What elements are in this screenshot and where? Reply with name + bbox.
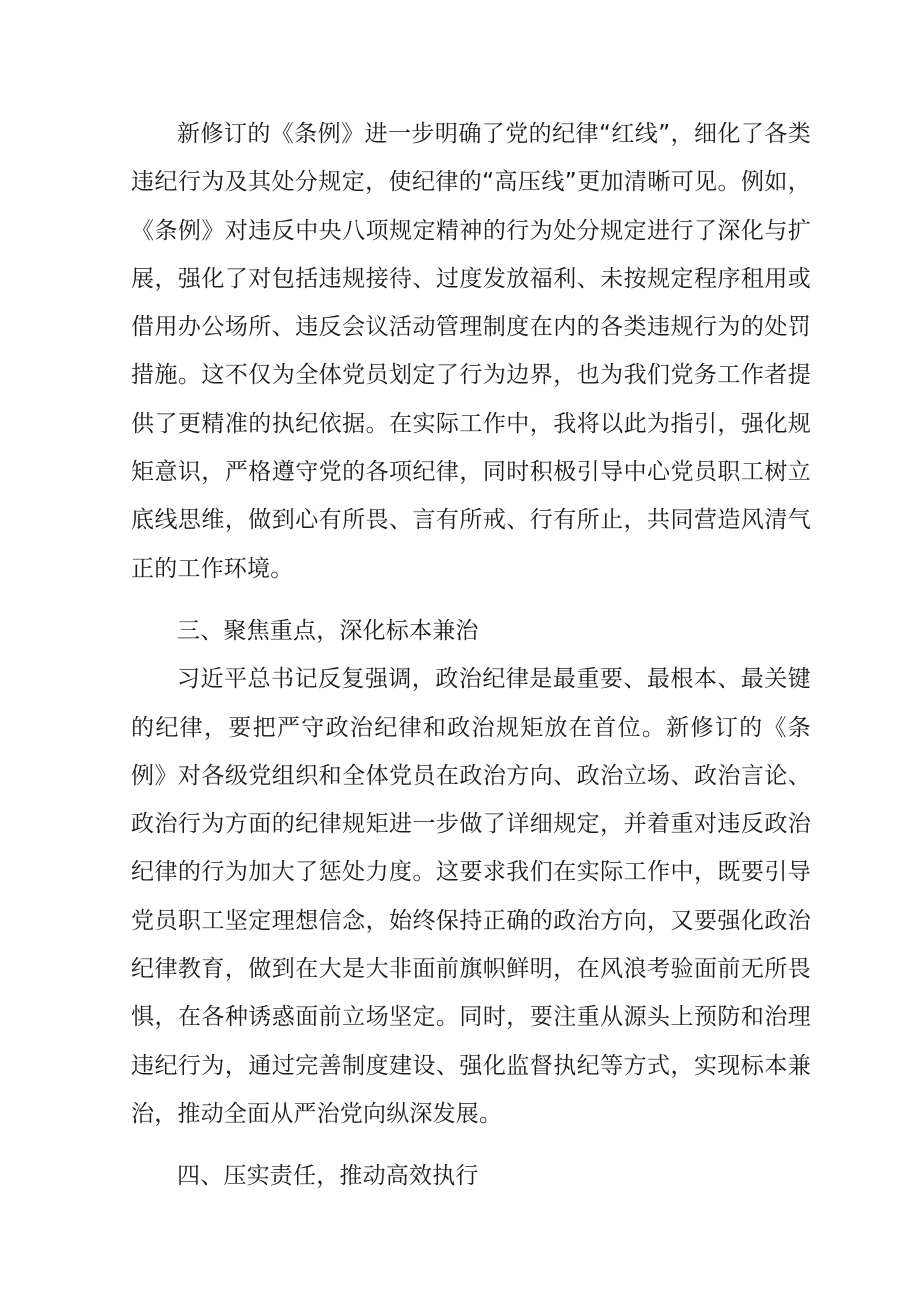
body-paragraph: 新修订的《条例》进一步明确了党的纪律“红线”，细化了各类违纪行为及其处分规定，使纪律的“高压线”更加清晰可见。例如，《条例》对违反中央八项规定精神的行为处分规定进行了深化与扩展，强化了对包括违规接待、过度发放福利、未按规定程序租用或借用办公场所、违反会议活动管理制度在内的各类违规行为的处罚措施。这不仅为全体党员划定了行为边界，也为我们党务工作者提供了更精准的执纪依据。在实际工作中，我将以此为指引，强化规矩意识，严格遵守党的各项纪律，同时积极引导中心党员职工树立底线思维，做到心有所畏、言有所戒、行有所止，共同营造风清气正的工作环境。 (131, 121, 811, 582)
document-body (131, 110, 811, 1201)
body-paragraph: 习近平总书记反复强调，政治纪律是最重要、最根本、最关键的纪律，要把严守政治纪律和政治规矩放在首位。新修订的《条例》对各级党组织和全体党员在政治方向、政治立场、政治言论、政治行为方面的纪律规矩进一步做了详细规定，并着重对违反政治纪律的行为加大了惩处力度。这要求我们在实际工作中，既要引导党员职工坚定理想信念，始终保持正确的政治方向，又要强化政治纪律教育，做到在大是大非面前旗帜鲜明，在风浪考验面前无所畏惧，在各种诱惑面前立场坚定。同时，要注重从源头上预防和治理违纪行为，通过完善制度建设、强化监督执纪等方式，实现标本兼治，推动全面从严治党向纵深发展。 (131, 666, 811, 1127)
section-heading-4: 四、压实责任，推动高效执行 (177, 1163, 479, 1190)
section-heading-3: 三、聚焦重点，深化标本兼治 (177, 617, 479, 644)
